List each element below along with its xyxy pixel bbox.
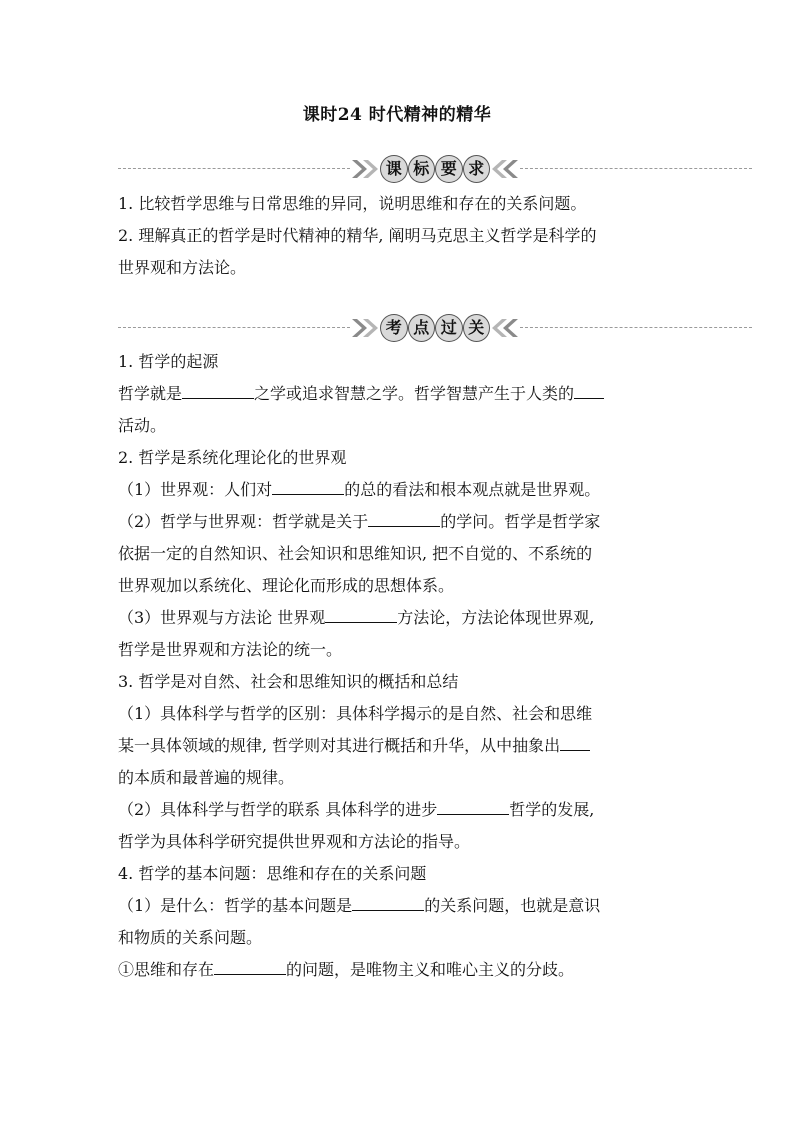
text: ①思维和存在 [118, 960, 215, 979]
paragraph-1-line-1 [118, 378, 678, 410]
heading-3: 3. 哲学是对自然、社会和思维知识的概括和总结 [118, 672, 459, 691]
requirement-1: 1. 比较哲学思维与日常思维的异同，说明思维和存在的关系问题。 [118, 194, 587, 213]
heading-char: 课 [380, 155, 408, 183]
section-banner-key-points [118, 310, 752, 346]
section-banner-curriculum [118, 151, 752, 187]
paragraph-4a-line-1 [118, 890, 678, 922]
paragraph-3b-line-2: 哲学为具体科学研究提供世界观和方法论的指导。 [118, 832, 471, 851]
text: （2）哲学与世界观：哲学就是关于 [118, 512, 369, 531]
text: 之学或追求智慧之学。哲学智慧产生于人类的 [254, 384, 575, 403]
text: 方法论，方法论体现世界观, [397, 608, 595, 627]
chevron-left-decoration-icon [490, 316, 520, 340]
heading-char: 过 [435, 314, 463, 342]
banner-dashed-line-right [520, 168, 752, 169]
paragraph-4a-line-2: 和物质的关系问题。 [118, 928, 263, 947]
heading-char: 关 [463, 314, 491, 342]
paragraph-1-line-2: 活动。 [118, 416, 167, 435]
fill-blank[interactable] [214, 954, 286, 975]
chevron-right-decoration-icon [350, 316, 380, 340]
paragraph-2a [118, 474, 678, 506]
fill-blank[interactable] [560, 730, 590, 751]
requirement-2: 2. 理解真正的哲学是时代精神的精华, 阐明马克思主义哲学是科学的 [118, 226, 597, 245]
heading-4: 4. 哲学的基本问题：思维和存在的关系问题 [118, 864, 427, 883]
heading-char: 考 [380, 314, 408, 342]
heading-char: 求 [463, 155, 491, 183]
heading-2: 2. 哲学是系统化理论化的世界观 [118, 448, 347, 467]
text: （1）是什么：哲学的基本问题是 [118, 896, 353, 915]
banner-dashed-line-right [520, 327, 752, 328]
fill-blank[interactable] [368, 506, 440, 527]
banner-dashed-line-left [118, 168, 350, 169]
text: 的学问。哲学是哲学家 [440, 512, 601, 531]
paragraph-2b-line-1 [118, 506, 678, 538]
paragraph-3a-line-1: （1）具体科学与哲学的区别：具体科学揭示的是自然、社会和思维 [118, 704, 593, 723]
banner-dashed-line-left [118, 327, 350, 328]
chevron-left-decoration-icon [490, 157, 520, 181]
text: 的总的看法和根本观点就是世界观。 [344, 480, 601, 499]
text: 的关系问题，也就是意识 [424, 896, 601, 915]
text: （3）世界观与方法论 世界观 [118, 608, 326, 627]
fill-blank[interactable] [182, 378, 254, 399]
page-title: 课时24 时代精神的精华 [302, 105, 492, 125]
text: （2）具体科学与哲学的联系 具体科学的进步 [118, 800, 438, 819]
section-heading-key-points [380, 312, 490, 344]
paragraph-4b [118, 954, 678, 986]
paragraph-3a-line-2 [118, 730, 678, 762]
paragraph-2c-line-1 [118, 602, 678, 634]
heading-1: 1. 哲学的起源 [118, 352, 219, 371]
text: （1）世界观：人们对 [118, 480, 273, 499]
fill-blank[interactable] [437, 794, 509, 815]
heading-char: 要 [435, 155, 463, 183]
paragraph-2c-line-2: 哲学是世界观和方法论的统一。 [118, 640, 343, 659]
heading-char: 点 [408, 314, 436, 342]
text: 哲学就是 [118, 384, 183, 403]
text: 某一具体领域的规律, 哲学则对其进行概括和升华，从中抽象出 [118, 736, 561, 755]
fill-blank[interactable] [352, 890, 424, 911]
paragraph-2b-line-3: 世界观加以系统化、理论化而形成的思想体系。 [118, 576, 455, 595]
paragraph-3b-line-1 [118, 794, 678, 826]
fill-blank[interactable] [272, 474, 344, 495]
paragraph-3a-line-3: 的本质和最普遍的规律。 [118, 768, 295, 787]
text: 哲学的发展, [509, 800, 595, 819]
chevron-right-decoration-icon [350, 157, 380, 181]
text: 的问题，是唯物主义和唯心主义的分歧。 [286, 960, 575, 979]
paragraph-2b-line-2: 依据一定的自然知识、社会知识和思维知识, 把不自觉的、不系统的 [118, 544, 593, 563]
heading-char: 标 [408, 155, 436, 183]
fill-blank[interactable] [574, 378, 604, 399]
requirement-2-cont: 世界观和方法论。 [118, 258, 247, 277]
fill-blank[interactable] [325, 602, 397, 623]
section-heading-curriculum [380, 153, 490, 185]
